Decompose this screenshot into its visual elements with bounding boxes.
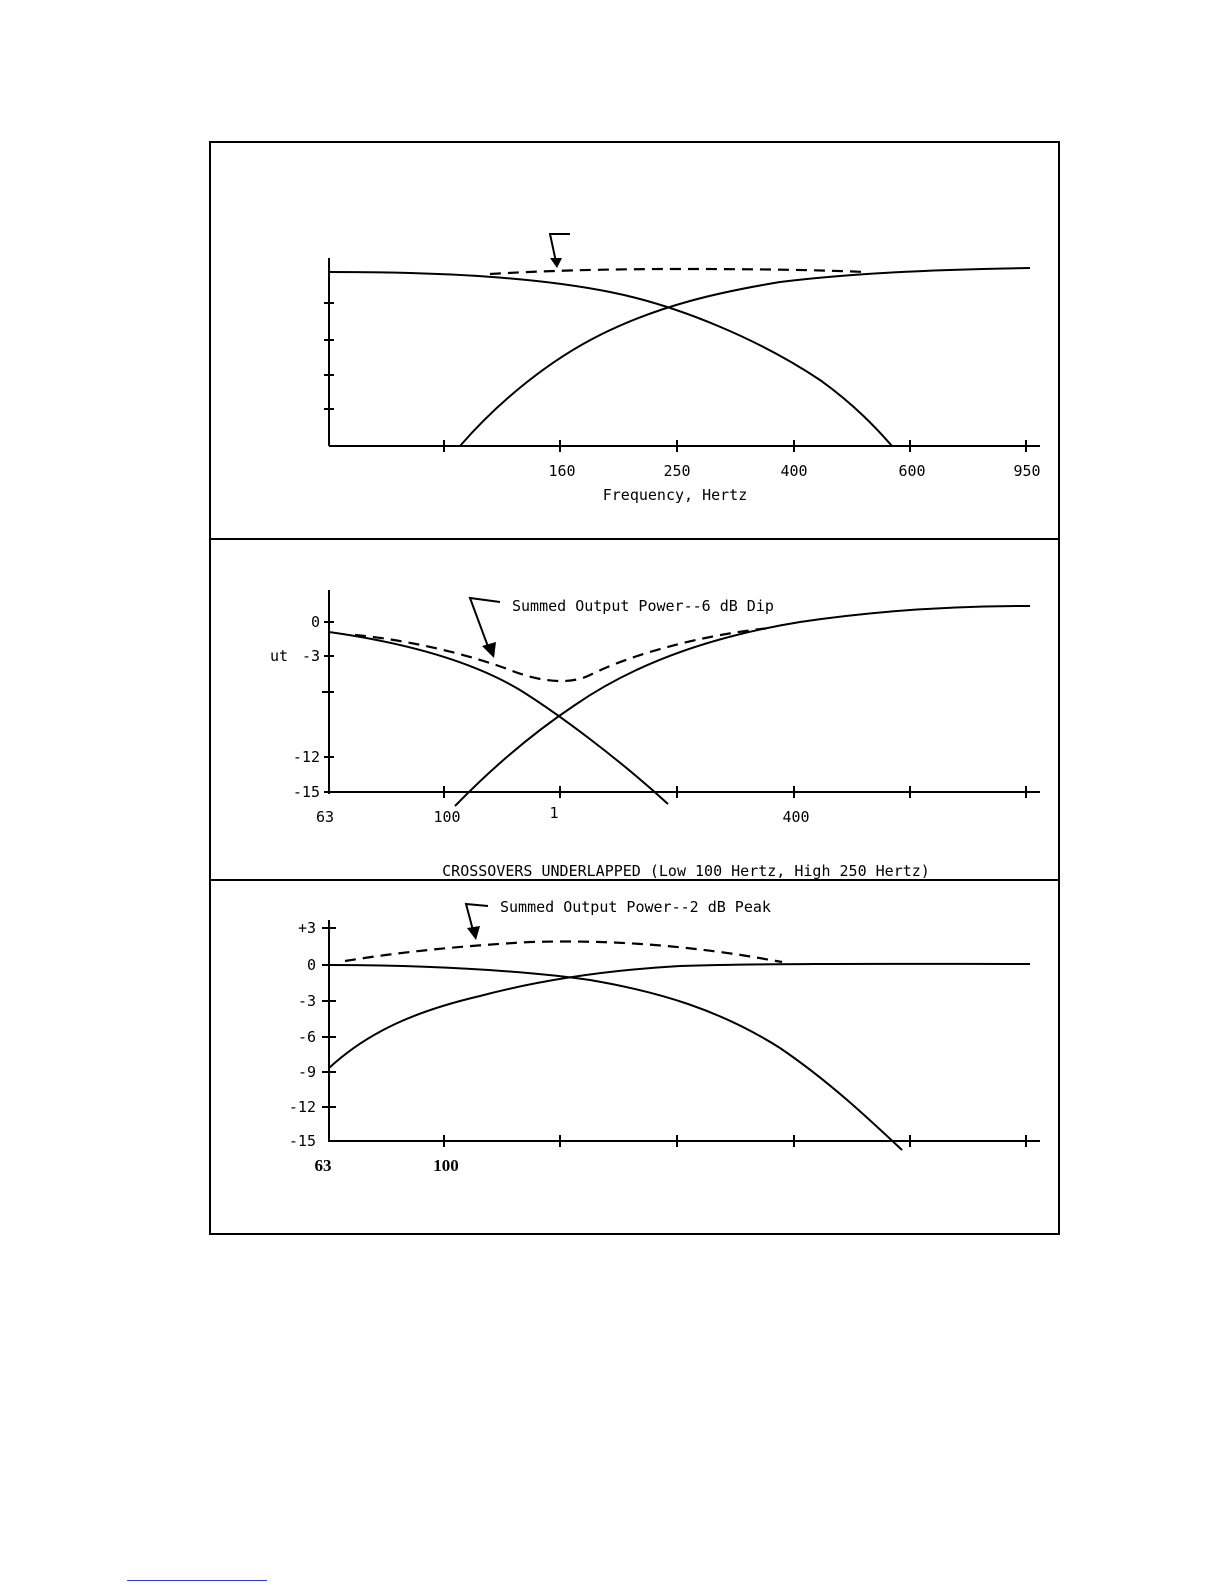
panel-2-arrow-icon xyxy=(470,598,500,658)
p3-xtick-63: 63 xyxy=(314,1156,332,1175)
panel-2-high-curve xyxy=(455,606,1030,806)
p1-xtick-600: 600 xyxy=(898,462,926,480)
panel-3-low-curve xyxy=(329,965,902,1150)
p2-ytick-0: 0 xyxy=(310,613,320,631)
panel-1-high-curve xyxy=(460,268,1030,446)
panel-3 xyxy=(289,898,1040,1175)
panel-1-arrow-icon xyxy=(550,234,570,268)
p2-xtick-400: 400 xyxy=(782,808,810,826)
p1-xlabel: Frequency, Hertz xyxy=(602,486,748,504)
p3-ytick-+3: +3 xyxy=(297,919,316,937)
p2-xtick-63: 63 xyxy=(315,808,335,826)
panel-2-axes xyxy=(322,590,1040,798)
panel-1-summed-curve xyxy=(490,269,865,274)
panel-3-arrow-icon xyxy=(466,904,488,940)
p2-ytick--3: -3 xyxy=(301,647,320,665)
panel-1 xyxy=(324,234,1041,504)
panel-2-low-curve xyxy=(329,632,668,804)
p2-ytick--12: -12 xyxy=(292,748,320,766)
p2-ytick--15: -15 xyxy=(292,783,320,801)
panel-1-axes xyxy=(324,258,1040,452)
p1-xtick-160: 160 xyxy=(548,462,576,480)
p2-annotation: Summed Output Power--6 dB Dip xyxy=(512,597,774,615)
p2-xtick-1: 1 xyxy=(549,804,559,822)
p3-ytick-0: 0 xyxy=(306,956,316,974)
p1-xtick-400: 400 xyxy=(780,462,808,480)
p3-ytick--6: -6 xyxy=(297,1028,316,1046)
panel-3-high-curve xyxy=(329,964,1030,1068)
p2-ylabel: ut xyxy=(270,647,289,665)
panel-3-axes xyxy=(322,920,1040,1147)
p2-caption: CROSSOVERS UNDERLAPPED (Low 100 Hertz, High 250 Hertz) xyxy=(442,862,930,880)
p3-xtick-100: 100 xyxy=(433,1156,459,1175)
panel-2 xyxy=(270,590,1048,880)
figure-frame xyxy=(210,142,1059,1234)
panel-1-low-curve xyxy=(329,272,892,446)
p1-xtick-950: 950 xyxy=(1013,462,1041,480)
p3-ytick--15: -15 xyxy=(288,1132,316,1150)
p3-ytick--3: -3 xyxy=(297,992,316,1010)
p3-ytick--12: -12 xyxy=(288,1098,316,1116)
p3-ytick--9: -9 xyxy=(297,1063,316,1081)
p1-xtick-250: 250 xyxy=(663,462,691,480)
panel-2-summed-curve xyxy=(355,628,770,681)
p3-annotation: Summed Output Power--2 dB Peak xyxy=(500,898,771,916)
footer-link-underline[interactable] xyxy=(127,1580,267,1581)
panel-3-summed-curve xyxy=(345,941,782,962)
p2-xtick-100: 100 xyxy=(433,808,461,826)
